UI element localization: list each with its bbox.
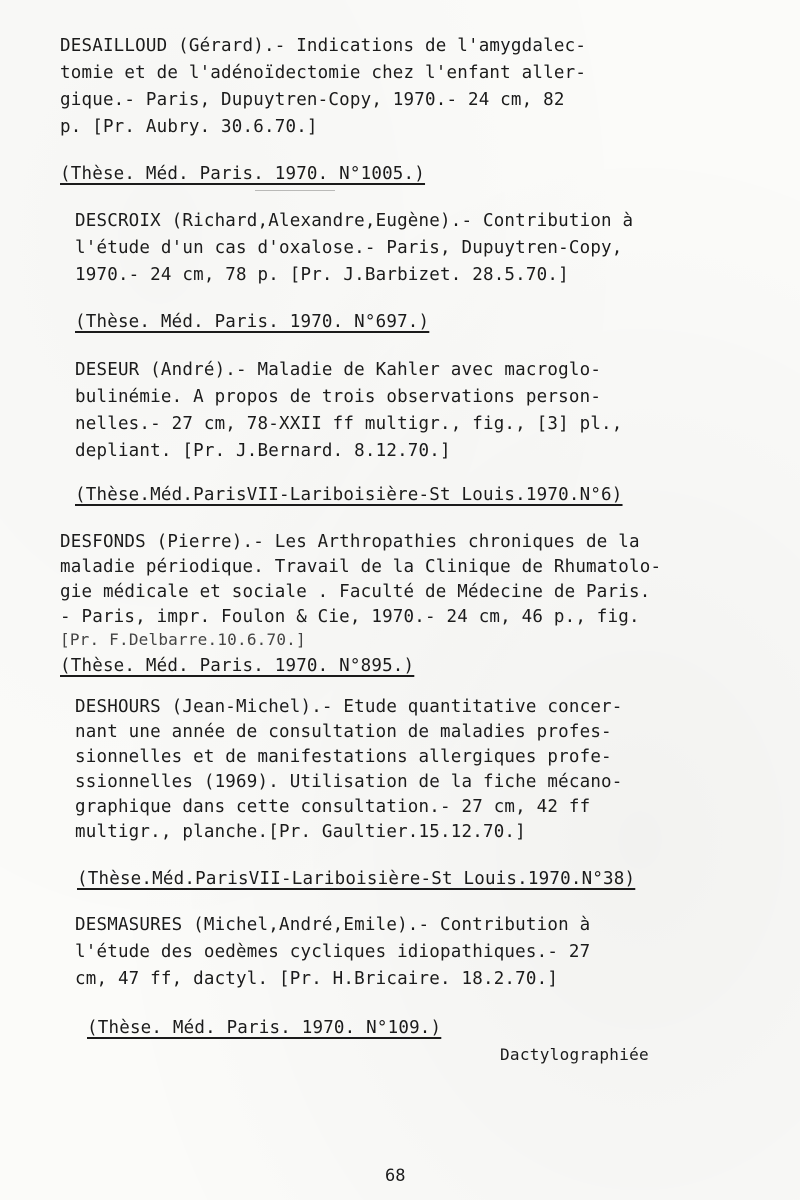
thesis-reference: (Thèse. Méd. Paris. 1970. N°895.) (60, 656, 415, 676)
entry-line: graphique dans cette consultation.- 27 cm, 42 ff (75, 797, 591, 817)
entry-line: tomie et de l'adénoïdectomie chez l'enfant aller- (60, 63, 587, 83)
entry-line: 1970.- 24 cm, 78 p. [Pr. J.Barbizet. 28.5.70.] (75, 265, 569, 285)
entry-line: [Pr. F.Delbarre.10.6.70.] (60, 630, 306, 649)
entry-line: l'étude d'un cas d'oxalose.- Paris, Dupuytren-Copy, (75, 238, 623, 258)
thesis-reference: (Thèse. Méd. Paris. 1970. N°697.) (75, 312, 430, 332)
entry-line: DESMASURES (Michel,André,Emile).- Contribution à (75, 915, 591, 935)
entry-line: depliant. [Pr. J.Bernard. 8.12.70.] (75, 441, 451, 461)
entry-line: nelles.- 27 cm, 78-XXII ff multigr., fig., [3] pl., (75, 414, 623, 434)
entry-line: gique.- Paris, Dupuytren-Copy, 1970.- 24 cm, 82 (60, 90, 565, 110)
entry-line: p. [Pr. Aubry. 30.6.70.] (60, 117, 318, 137)
page-number: 68 (385, 1166, 406, 1186)
thesis-reference: (Thèse.Méd.ParisVII-Lariboisière-St Louis.1970.N°6) (75, 485, 623, 505)
typed-note: Dactylographiée (500, 1045, 649, 1064)
entry-line: l'étude des oedèmes cycliques idiopathiques.- 27 (75, 942, 591, 962)
entry-line: ssionnelles (1969). Utilisation de la fiche mécano- (75, 772, 623, 792)
entry-line: gie médicale et sociale . Faculté de Médecine de Paris. (60, 582, 651, 602)
entry-line: cm, 47 ff, dactyl. [Pr. H.Bricaire. 18.2.70.] (75, 969, 559, 989)
entry-line: DESCROIX (Richard,Alexandre,Eugène).- Contribution à (75, 211, 634, 231)
entry-line: - Paris, impr. Foulon & Cie, 1970.- 24 cm, 46 p., fig. (60, 607, 640, 627)
entry-line: maladie périodique. Travail de la Clinique de Rhumatolo- (60, 557, 662, 577)
entry-line: sionnelles et de manifestations allergiques profe- (75, 747, 612, 767)
entry-line: bulinémie. A propos de trois observations person- (75, 387, 602, 407)
entry-line: multigr., planche.[Pr. Gaultier.15.12.70.] (75, 822, 526, 842)
thesis-reference: (Thèse. Méd. Paris. 1970. N°1005.) (60, 164, 426, 184)
entry-line: DESFONDS (Pierre).- Les Arthropathies chroniques de la (60, 532, 640, 552)
divider (255, 190, 335, 191)
thesis-reference: (Thèse.Méd.ParisVII-Lariboisière-St Louis.1970.N°38) (77, 869, 636, 889)
entry-line: nant une année de consultation de maladies profes- (75, 722, 612, 742)
entry-line: DESAILLOUD (Gérard).- Indications de l'amygdalec- (60, 36, 587, 56)
thesis-reference: (Thèse. Méd. Paris. 1970. N°109.) (87, 1018, 442, 1038)
entry-line: DESEUR (André).- Maladie de Kahler avec macroglo- (75, 360, 602, 380)
entry-line: DESHOURS (Jean-Michel).- Etude quantitative concer- (75, 697, 623, 717)
